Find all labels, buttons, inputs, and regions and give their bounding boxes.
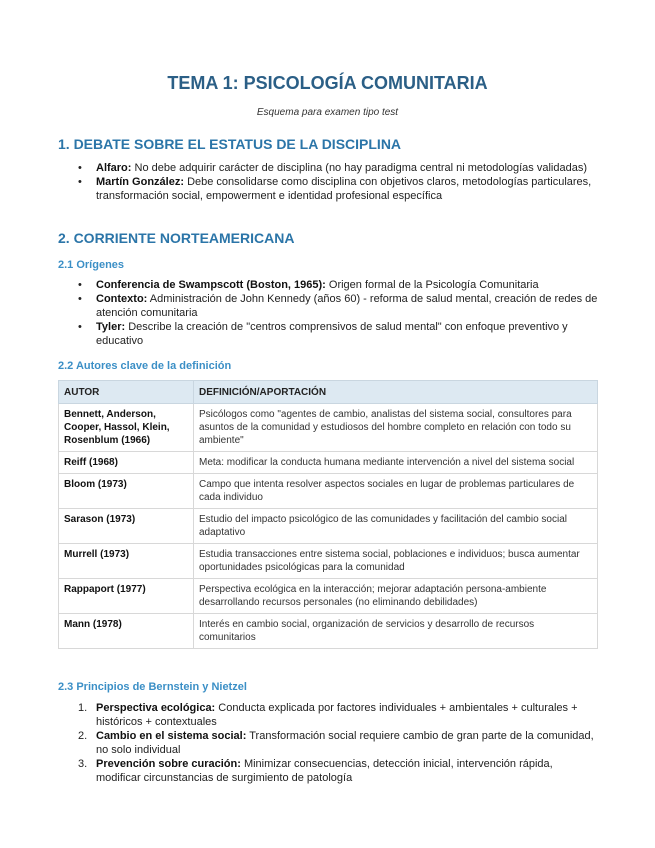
definition-cell: Perspectiva ecológica en la interacción; mejorar adaptación persona-ambiente desarrollando recursos personales (no eliminando debilidades) <box>194 579 598 614</box>
section1-heading: 1. DEBATE SOBRE EL ESTATUS DE LA DISCIPLINA <box>58 136 402 152</box>
table-row <box>59 509 598 544</box>
section2-heading: 2. CORRIENTE NORTEAMERICANA <box>58 230 295 246</box>
list-item: • Alfaro: No debe adquirir carácter de disciplina (no hay paradigma central ni metodologías validadas) <box>78 162 587 174</box>
page-title: TEMA 1: PSICOLOGÍA COMUNITARIA <box>167 73 488 93</box>
list-item: • Conferencia de Swampscott (Boston, 1965): Origen formal de la Psicología Comunitaria <box>78 279 539 291</box>
definition-cell: Psicólogos como "agentes de cambio, analistas del sistema social, consultores para asuntos de la comunidad y estudiosos del hombre completo en relación con todo su ambiente" <box>194 404 598 452</box>
list-item: • Tyler: Describe la creación de "centros comprensivos de salud mental" con enfoque preventivo y educativo <box>78 321 568 347</box>
author-cell: Bennett, Anderson, Cooper, Hassol, Klein, Rosenblum (1966) <box>59 404 194 452</box>
list-item: 1. Perspectiva ecológica: Conducta explicada por factores individuales + ambientales + culturales + históricos + contextuales <box>78 702 578 728</box>
subsection-authors-heading: 2.2 Autores clave de la definición <box>58 360 232 372</box>
section1-list <box>78 161 598 203</box>
list-item: • Contexto: Administración de John Kennedy (años 60) - reforma de salud mental, creación de redes de atención comunitaria <box>78 293 598 319</box>
definition-cell: Estudio del impacto psicológico de las comunidades y facilitación del cambio social adaptativo <box>194 509 598 544</box>
principles-list <box>78 701 598 785</box>
bullet-icon: • <box>78 279 82 291</box>
author-cell: Sarason (1973) <box>59 509 194 544</box>
subsection-principles-heading: 2.3 Principios de Bernstein y Nietzel <box>58 681 247 693</box>
author-cell: Rappaport (1977) <box>59 579 194 614</box>
bullet-icon: • <box>78 162 82 174</box>
table-row <box>59 404 598 452</box>
author-cell: Bloom (1973) <box>59 474 194 509</box>
column-header-author: AUTOR <box>59 381 194 404</box>
definition-cell: Meta: modificar la conducta humana mediante intervención a nivel del sistema social <box>194 452 598 474</box>
bullet-icon: • <box>78 293 82 305</box>
list-item: 2. Cambio en el sistema social: Transformación social requiere cambio de gran parte de la comunidad, no solo individual <box>78 730 594 756</box>
definition-cell: Interés en cambio social, organización de servicios y desarrollo de recursos comunitarios <box>194 614 598 649</box>
table-row <box>59 544 598 579</box>
table-row <box>59 474 598 509</box>
authors-table <box>58 380 598 649</box>
column-header-definition: DEFINICIÓN/APORTACIÓN <box>194 381 598 404</box>
page-subtitle: Esquema para examen tipo test <box>256 107 399 118</box>
table-row <box>59 452 598 474</box>
subsection-origins-heading: 2.1 Orígenes <box>58 259 125 271</box>
definition-cell: Estudia transacciones entre sistema social, poblaciones e individuos; busca aumentar oportunidades psicológicas para la comunidad <box>194 544 598 579</box>
definition-cell: Campo que intenta resolver aspectos sociales en lugar de problemas particulares de cada individuo <box>194 474 598 509</box>
table-row <box>59 614 598 649</box>
author-cell: Reiff (1968) <box>59 452 194 474</box>
origins-list <box>78 278 598 348</box>
list-item: 3. Prevención sobre curación: Minimizar consecuencias, detección inicial, intervención rápida, modificar circunstancias de surgimiento de patología <box>78 758 553 784</box>
table-header-row <box>59 381 598 404</box>
author-cell: Murrell (1973) <box>59 544 194 579</box>
author-cell: Mann (1978) <box>59 614 194 649</box>
bullet-icon: • <box>78 176 82 188</box>
list-item: • Martín González: Debe consolidarse como disciplina con objetivos claros, metodologías particulares, transformación social, empowerment e identidad profesional específica <box>78 176 592 202</box>
table-row <box>59 579 598 614</box>
bullet-icon: • <box>78 321 82 333</box>
